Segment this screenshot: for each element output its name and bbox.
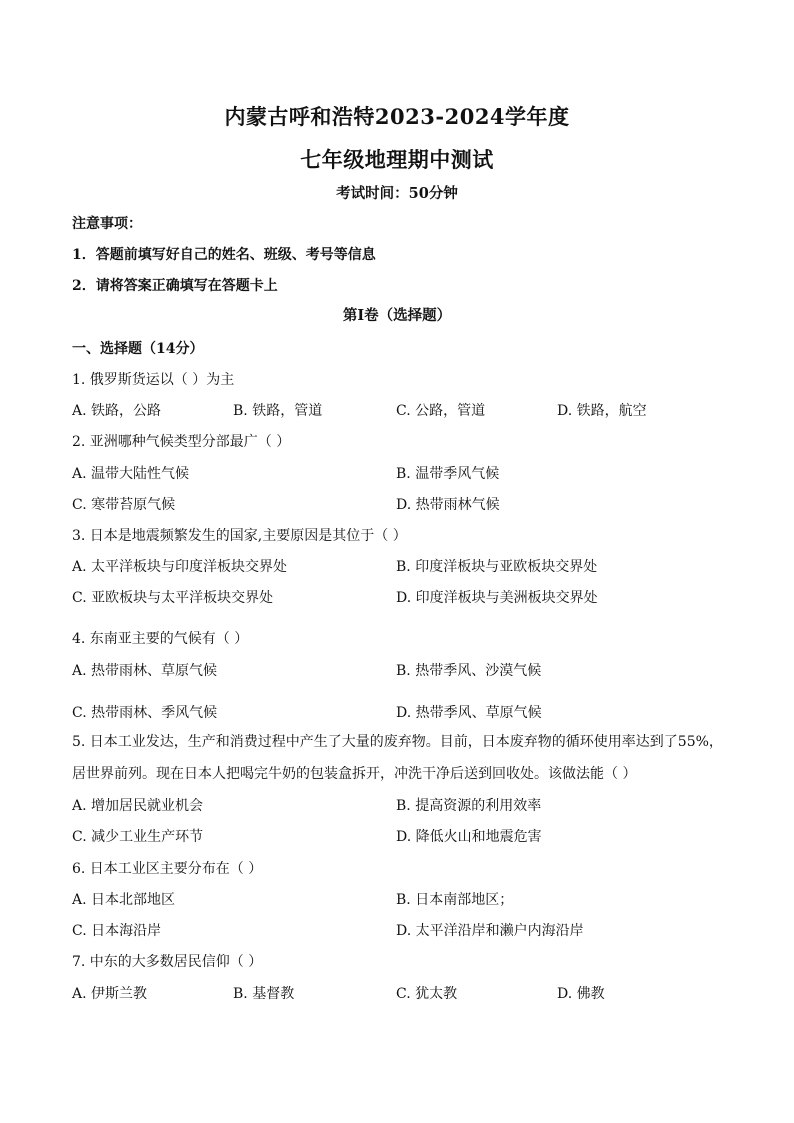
question-6-option-a: A. 日本北部地区 [72, 892, 176, 908]
question-7-option-c: C. 犹太教 [396, 986, 458, 1002]
question-4-stem: 4. 东南亚主要的气候有（ ） [72, 631, 249, 647]
question-1-option-c: C. 公路，管道 [396, 403, 486, 419]
question-5-option-b: B. 提高资源的利用效率 [396, 798, 542, 814]
question-6-stem: 6. 日本工业区主要分布在（ ） [72, 861, 263, 877]
question-3-stem: 3. 日本是地震频繁发生的国家,主要原因是其位于（ ） [72, 528, 407, 544]
question-2-option-c: C. 寒带苔原气候 [72, 497, 176, 513]
question-4-option-b: B. 热带季风、沙漠气候 [396, 663, 542, 679]
question-7-stem: 7. 中东的大多数居民信仰（ ） [72, 954, 263, 970]
question-5-stem: 5. 日本工业发达，生产和消费过程中产生了大量的废弃物。目前，日本废弃物的循环使用率达到了55%，居世界前列。现在日本人把喝完牛奶的包装盒拆开，冲洗干净后送到回收处。该做法能（ ） [72, 734, 723, 782]
part-title: 第I卷（选择题） [342, 307, 452, 324]
question-1-option-a: A. 铁路，公路 [72, 403, 162, 419]
question-4-option-a: A. 热带雨林、草原气候 [72, 663, 218, 679]
question-4-option-d: D. 热带季风、草原气候 [396, 705, 542, 721]
question-6-option-c: C. 日本海沿岸 [72, 923, 162, 939]
question-1-option-d: D. 铁路，航空 [557, 403, 647, 419]
exam-time: 考试时间：50分钟 [336, 185, 458, 202]
note-item-1: 1．答题前填写好自己的姓名、班级、考号等信息 [72, 247, 376, 263]
question-1-option-b: B. 铁路，管道 [233, 403, 323, 419]
question-3-option-b: B. 印度洋板块与亚欧板块交界处 [396, 559, 598, 575]
question-3-option-c: C. 亚欧板块与太平洋板块交界处 [72, 590, 274, 606]
question-7-option-d: D. 佛教 [557, 986, 605, 1002]
question-7-option-b: B. 基督教 [233, 986, 295, 1002]
section-title: 一、选择题（14分） [72, 341, 204, 357]
note-item-2: 2．请将答案正确填写在答题卡上 [72, 278, 278, 294]
question-3-option-a: A. 太平洋板块与印度洋板块交界处 [72, 559, 288, 575]
exam-title-line2: 七年级地理期中测试 [300, 147, 494, 172]
question-5-option-c: C. 减少工业生产环节 [72, 829, 204, 845]
question-7-option-a: A. 伊斯兰教 [72, 986, 148, 1002]
exam-title-line1: 内蒙古呼和浩特2023-2024学年度 [224, 104, 570, 129]
question-2-option-a: A. 温带大陆性气候 [72, 466, 190, 482]
question-3-option-d: D. 印度洋板块与美洲板块交界处 [396, 590, 598, 606]
question-2-stem: 2. 亚洲哪种气候类型分部最广（ ） [72, 434, 291, 450]
notes-heading: 注意事项： [72, 216, 142, 232]
question-5-option-d: D. 降低火山和地震危害 [396, 829, 542, 845]
question-6-option-d: D. 太平洋沿岸和濑户内海沿岸 [396, 923, 584, 939]
question-1-stem: 1. 俄罗斯货运以（ ）为主 [72, 372, 235, 388]
question-2-option-d: D. 热带雨林气候 [396, 497, 500, 513]
question-4-option-c: C. 热带雨林、季风气候 [72, 705, 218, 721]
question-6-option-b: B. 日本南部地区； [396, 892, 514, 908]
question-2-option-b: B. 温带季风气候 [396, 466, 500, 482]
question-5-option-a: A. 增加居民就业机会 [72, 798, 204, 814]
